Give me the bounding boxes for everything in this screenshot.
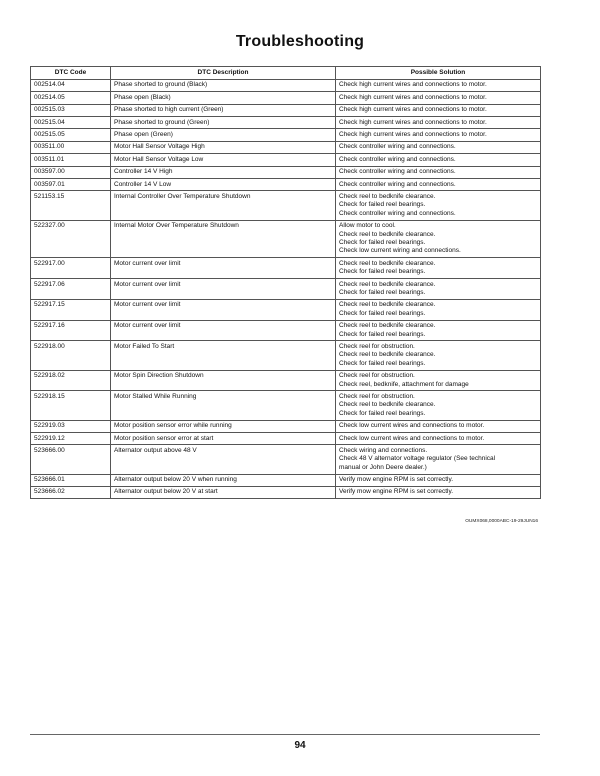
dtc-description-cell: Alternator output below 20 V at start [111, 486, 336, 498]
solution-line: Check reel, bedknife, attachment for damage [339, 380, 469, 388]
possible-solution-cell [336, 420, 541, 432]
possible-solution-cell [336, 220, 541, 258]
table-row [31, 129, 541, 141]
dtc-code-cell: 522917.16 [31, 320, 111, 341]
table-header-row [31, 67, 541, 80]
solution-line: Check high current wires and connections to motor. [339, 93, 487, 101]
dtc-description-cell: Motor current over limit [111, 299, 336, 320]
dtc-description-cell: Phase open (Green) [111, 129, 336, 141]
dtc-code-cell: 002514.04 [31, 79, 111, 91]
dtc-code-cell: 522918.00 [31, 341, 111, 370]
header-dtc-code: DTC Code [31, 67, 111, 80]
solution-line: Check controller wiring and connections. [339, 155, 456, 163]
dtc-code-cell: 002515.04 [31, 116, 111, 128]
table-row [31, 299, 541, 320]
dtc-description-cell: Motor Stalled While Running [111, 391, 336, 420]
dtc-code-cell: 522918.02 [31, 370, 111, 391]
table-row [31, 220, 541, 258]
dtc-description-cell: Controller 14 V Low [111, 178, 336, 190]
dtc-description-cell: Phase shorted to ground (Black) [111, 79, 336, 91]
solution-line: Check for failed reel bearings. [339, 201, 426, 209]
table-row [31, 178, 541, 190]
dtc-code-cell: 522917.00 [31, 258, 111, 279]
possible-solution-cell [336, 141, 541, 153]
solution-line: Check high current wires and connections to motor. [339, 106, 487, 114]
possible-solution-cell [336, 391, 541, 420]
dtc-code-cell: 523666.00 [31, 445, 111, 474]
dtc-code-cell: 522919.03 [31, 420, 111, 432]
table-row [31, 191, 541, 220]
solution-line: Check for failed reel bearings. [339, 268, 426, 276]
table-row [31, 79, 541, 91]
page-title: Troubleshooting [235, 33, 365, 50]
possible-solution-cell [336, 486, 541, 498]
dtc-description-cell: Motor position sensor error at start [111, 432, 336, 444]
possible-solution-cell [336, 129, 541, 141]
table-row [31, 420, 541, 432]
dtc-code-cell: 522919.12 [31, 432, 111, 444]
possible-solution-cell [336, 166, 541, 178]
dtc-description-cell: Motor Hall Sensor Voltage High [111, 141, 336, 153]
table-row [31, 278, 541, 299]
dtc-description-cell: Motor position sensor error while running [111, 420, 336, 432]
solution-line: Check for failed reel bearings. [339, 359, 426, 367]
dtc-code-cell: 522917.06 [31, 278, 111, 299]
dtc-description-cell: Motor current over limit [111, 320, 336, 341]
possible-solution-cell [336, 258, 541, 279]
solution-line: Check for failed reel bearings. [339, 330, 426, 338]
solution-line: Check controller wiring and connections. [339, 209, 456, 217]
table-row [31, 486, 541, 498]
possible-solution-cell [336, 92, 541, 104]
dtc-code-cell: 002515.05 [31, 129, 111, 141]
solution-line: Check low current wires and connections to motor. [339, 434, 485, 442]
dtc-description-cell: Motor current over limit [111, 278, 336, 299]
dtc-description-cell: Motor Failed To Start [111, 341, 336, 370]
possible-solution-cell [336, 116, 541, 128]
solution-line: Check reel to bedknife clearance. [339, 259, 436, 267]
dtc-code-cell: 523666.02 [31, 486, 111, 498]
solution-line: manual or John Deere dealer.) [339, 463, 427, 471]
dtc-code-cell: 002514.05 [31, 92, 111, 104]
table-row [31, 432, 541, 444]
dtc-description-cell: Motor current over limit [111, 258, 336, 279]
table-row [31, 154, 541, 166]
solution-line: Check 48 V alternator voltage regulator (See technical [339, 455, 496, 463]
dtc-description-cell: Internal Controller Over Temperature Shutdown [111, 191, 336, 220]
header-dtc-description: DTC Description [111, 67, 336, 80]
dtc-description-cell: Alternator output above 48 V [111, 445, 336, 474]
solution-line: Check controller wiring and connections. [339, 168, 456, 176]
dtc-code-cell: 522917.15 [31, 299, 111, 320]
solution-line: Check reel to bedknife clearance. [339, 280, 436, 288]
possible-solution-cell [336, 474, 541, 486]
document-reference: OUMX068,0000ABC-19-29JUN16 [465, 519, 538, 524]
dtc-description-cell: Motor Spin Direction Shutdown [111, 370, 336, 391]
dtc-code-cell: 522918.15 [31, 391, 111, 420]
header-possible-solution: Possible Solution [336, 67, 541, 80]
solution-line: Verify mow engine RPM is set correctly. [339, 476, 454, 484]
solution-line: Check reel to bedknife clearance. [339, 351, 436, 359]
solution-line: Check reel to bedknife clearance. [339, 322, 436, 330]
possible-solution-cell [336, 341, 541, 370]
possible-solution-cell [336, 320, 541, 341]
table-row [31, 116, 541, 128]
possible-solution-cell [336, 432, 541, 444]
table-row [31, 141, 541, 153]
possible-solution-cell [336, 278, 541, 299]
solution-line: Check reel to bedknife clearance. [339, 230, 436, 238]
solution-line: Check reel to bedknife clearance. [339, 192, 436, 200]
solution-line: Check for failed reel bearings. [339, 238, 426, 246]
solution-line: Check reel for obstruction. [339, 372, 415, 380]
dtc-code-cell: 522327.00 [31, 220, 111, 258]
dtc-code-cell: 002515.03 [31, 104, 111, 116]
solution-line: Check reel for obstruction. [339, 342, 415, 350]
footer-divider [30, 734, 540, 735]
table-row [31, 258, 541, 279]
table-row [31, 370, 541, 391]
solution-line: Check reel to bedknife clearance. [339, 301, 436, 309]
table-row [31, 341, 541, 370]
possible-solution-cell [336, 299, 541, 320]
dtc-code-cell: 521153.15 [31, 191, 111, 220]
solution-line: Check high current wires and connections to motor. [339, 81, 487, 89]
table-body [31, 79, 541, 498]
table-row [31, 92, 541, 104]
table-row [31, 104, 541, 116]
table-row [31, 320, 541, 341]
solution-line: Check controller wiring and connections. [339, 180, 456, 188]
dtc-code-cell: 003511.01 [31, 154, 111, 166]
possible-solution-cell [336, 178, 541, 190]
dtc-description-cell: Motor Hall Sensor Voltage Low [111, 154, 336, 166]
solution-line: Verify mow engine RPM is set correctly. [339, 488, 454, 496]
possible-solution-cell [336, 79, 541, 91]
table-row [31, 391, 541, 420]
solution-line: Allow motor to cool. [339, 222, 396, 230]
dtc-code-cell: 523666.01 [31, 474, 111, 486]
table-row [31, 474, 541, 486]
solution-line: Check reel for obstruction. [339, 392, 415, 400]
possible-solution-cell [336, 370, 541, 391]
solution-line: Check high current wires and connections to motor. [339, 130, 487, 138]
dtc-description-cell: Phase open (Black) [111, 92, 336, 104]
table-row [31, 445, 541, 474]
possible-solution-cell [336, 104, 541, 116]
dtc-description-cell: Internal Motor Over Temperature Shutdown [111, 220, 336, 258]
table-row [31, 166, 541, 178]
solution-line: Check for failed reel bearings. [339, 288, 426, 296]
dtc-code-cell: 003511.00 [31, 141, 111, 153]
solution-line: Check controller wiring and connections. [339, 143, 456, 151]
dtc-code-cell: 003597.00 [31, 166, 111, 178]
solution-line: Check high current wires and connections to motor. [339, 118, 487, 126]
possible-solution-cell [336, 191, 541, 220]
possible-solution-cell [336, 154, 541, 166]
solution-line: Check reel to bedknife clearance. [339, 401, 436, 409]
dtc-description-cell: Controller 14 V High [111, 166, 336, 178]
solution-line: Check for failed reel bearings. [339, 309, 426, 317]
dtc-description-cell: Alternator output below 20 V when running [111, 474, 336, 486]
page-number: 94 [294, 740, 306, 751]
solution-line: Check for failed reel bearings. [339, 409, 426, 417]
dtc-table [30, 66, 541, 499]
dtc-description-cell: Phase shorted to high current (Green) [111, 104, 336, 116]
dtc-code-cell: 003597.01 [31, 178, 111, 190]
solution-line: Check low current wires and connections to motor. [339, 422, 485, 430]
dtc-description-cell: Phase shorted to ground (Green) [111, 116, 336, 128]
possible-solution-cell [336, 445, 541, 474]
solution-line: Check low current wiring and connections. [339, 247, 461, 255]
solution-line: Check wiring and connections. [339, 446, 428, 454]
